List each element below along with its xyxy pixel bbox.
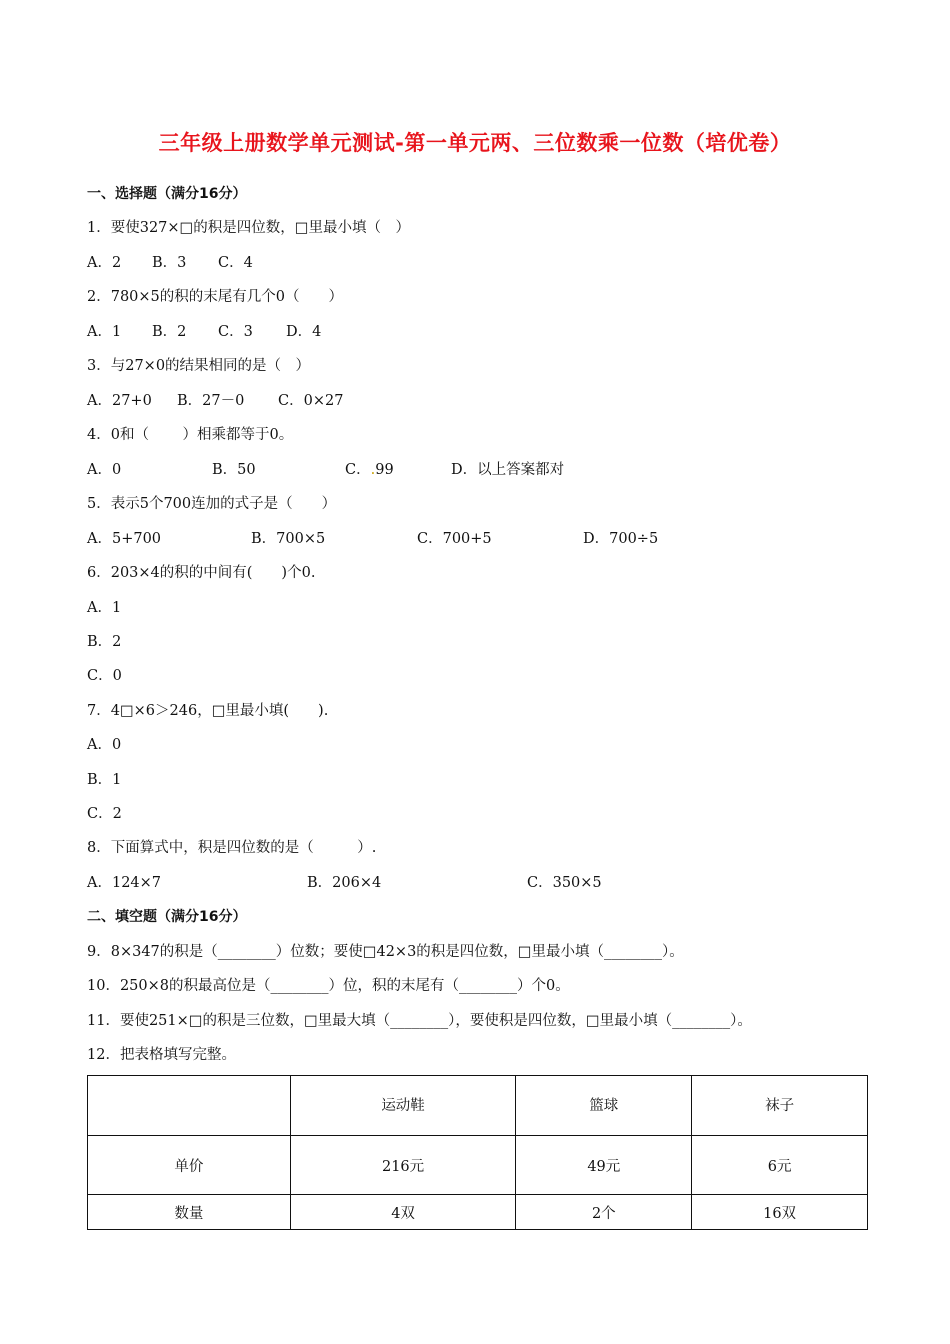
q5-option-c: C．700+5 [417, 531, 492, 547]
q3-option-c: C．0×27 [278, 393, 344, 409]
section-heading-fill: 二、填空题（满分16分） [87, 909, 247, 925]
table-cell: 数量 [88, 1195, 291, 1230]
q7-option-b: B．1 [87, 772, 122, 788]
q5-option-d: D．700÷5 [583, 531, 659, 547]
table-header-cell: 袜子 [692, 1076, 868, 1136]
table-row [88, 1195, 868, 1230]
question-8: 8．下面算式中，积是四位数的是（ ）. [87, 840, 377, 856]
q1-option-c: C．4 [218, 255, 253, 271]
question-5: 5．表示5个700连加的式子是（ ） [87, 496, 337, 512]
q3-option-a: A．27+0 [87, 393, 152, 409]
q4-option-b: B．50 [212, 462, 256, 478]
q4-option-c [345, 460, 394, 480]
q7-option-a: A．0 [87, 737, 122, 753]
q3-option-b: B．27－0 [177, 393, 245, 409]
question-12: 12．把表格填写完整。 [87, 1047, 236, 1063]
q1-option-a: A．2 [87, 255, 122, 271]
q2-option-a: A．1 [87, 324, 122, 340]
q2-option-c: C．3 [218, 324, 253, 340]
section-heading-choice: 一、选择题（满分16分） [87, 186, 247, 202]
q2-option-d: D．4 [286, 324, 322, 340]
table-header-cell [88, 1076, 291, 1136]
question-1: 1．要使327×□的积是四位数，□里最小填（ ） [87, 220, 410, 236]
q5-option-b: B．700×5 [251, 531, 326, 547]
table-cell: 2个 [516, 1195, 692, 1230]
q5-option-a: A．5+700 [87, 531, 162, 547]
table-header-cell: 篮球 [516, 1076, 692, 1136]
q1-option-b: B．3 [152, 255, 187, 271]
table-cell: 216元 [290, 1136, 516, 1195]
question-11: 11．要使251×□的积是三位数，□里最大填（________），要使积是四位数，□里最小填（________）。 [87, 1013, 752, 1029]
q7-option-c: C．2 [87, 806, 122, 822]
table-header-cell: 运动鞋 [290, 1076, 516, 1136]
q6-option-b: B．2 [87, 634, 122, 650]
q8-option-c: C．350×5 [527, 875, 602, 891]
table-cell: 6元 [692, 1136, 868, 1195]
stray-mark: . [370, 462, 376, 478]
q8-option-a: A．124×7 [87, 875, 162, 891]
question-4: 4．0和（ ）相乘都等于0。 [87, 427, 294, 443]
table-cell: 49元 [516, 1136, 692, 1195]
q2-option-b: B．2 [152, 324, 187, 340]
table-cell: 4双 [290, 1195, 516, 1230]
page-title: 三年级上册数学单元测试-第一单元两、三位数乘一位数（培优卷） [158, 131, 792, 155]
table-cell: 16双 [692, 1195, 868, 1230]
q4-option-a: A．0 [87, 462, 122, 478]
question-3: 3．与27×0的结果相同的是（ ） [87, 358, 311, 374]
question-10: 10．250×8的积最高位是（________）位，积的末尾有（________）个0。 [87, 978, 570, 994]
question-2: 2．780×5的积的末尾有几个0（ ） [87, 289, 344, 305]
q8-option-b: B．206×4 [307, 875, 382, 891]
table-cell: 单价 [88, 1136, 291, 1195]
q4-option-d: D．以上答案都对 [451, 462, 565, 478]
q4-option-c-value: 99 [375, 462, 394, 478]
question-9: 9．8×347的积是（________）位数；要使□42×3的积是四位数，□里最小填（________）。 [87, 944, 684, 960]
q4-option-c-label: C． [345, 462, 371, 478]
table-header-row [88, 1076, 868, 1136]
question-7: 7．4□×6＞246，□里最小填( ). [87, 703, 329, 719]
question-6: 6．203×4的积的中间有( )个0. [87, 565, 316, 581]
table-row [88, 1136, 868, 1195]
q6-option-a: A．1 [87, 600, 122, 616]
q6-option-c: C．0 [87, 668, 122, 684]
price-table [87, 1075, 868, 1230]
